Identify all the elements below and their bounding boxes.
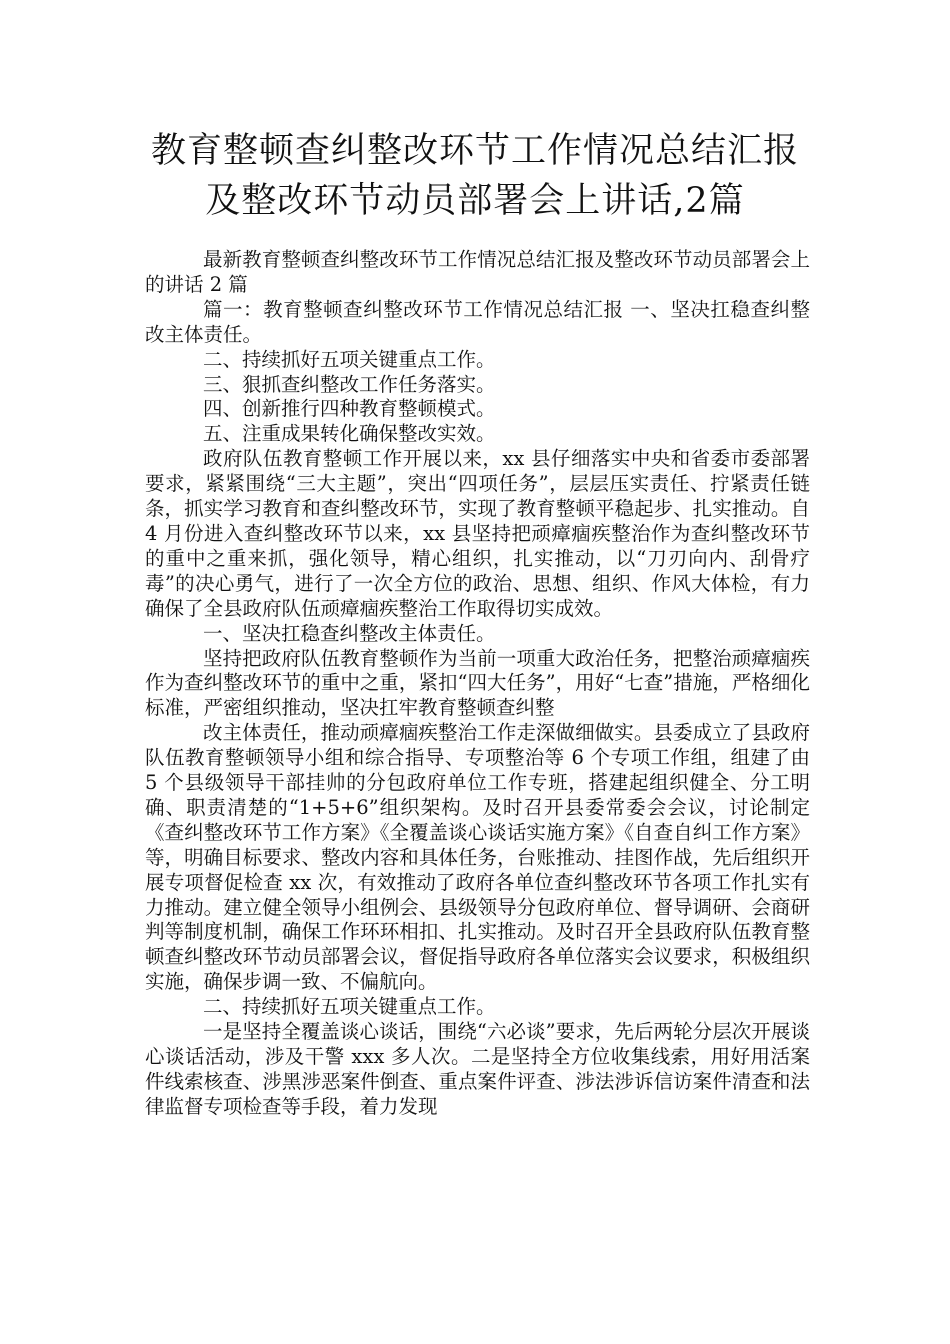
outline-item: 三、狠抓查纠整改工作任务落实。 [203, 372, 496, 396]
body-paragraph: 政府队伍教育整顿工作开展以来，xx 县仔细落实中央和省委市委部署要求，紧紧围绕“三大主题”，突出“四项任务”，层层压实责任、拧紧责任链条，抓实学习教育和查纠整改环节，实现了教育整顿平稳起步、扎实推动。自 4 月份进入查纠整改环节以来，xx 县坚持把顽瘴痼疾整治作为查纠整改环节的重中之重来抓，强化领导，精心组织，扎实推动，以“刀刃向内、刮骨疗毒”的决心勇气，进行了一次全方位的政治、思想、组织、作风大体检，有力确保了全县政府队伍顽瘴痼疾整治工作取得切实成效。 [145, 447, 810, 620]
outline-item: 二、持续抓好五项关键重点工作。 [203, 347, 496, 371]
body-paragraph: 坚持把政府队伍教育整顿作为当前一项重大政治任务，把整治顽瘴痼疾作为查纠整改环节的重中之重，紧扣“四大任务”，用好“七查”措施，严格细化标准，严密组织推动，坚决扛牢教育整顿查纠整 [145, 646, 810, 720]
body-paragraph: 改主体责任，推动顽瘴痼疾整治工作走深做细做实。县委成立了县政府队伍教育整顿领导小组和综合指导、专项整治等 6 个专项工作组，组建了由 5 个县级领导干部挂帅的分包政府单位工作专班，搭建起组织健全、分工明确、职责清楚的“1+5+6”组织架构。及时召开县委常委会会议，讨论制定《查纠整改环节工作方案》《全覆盖谈心谈话实施方案》《自查自纠工作方案》等，明确目标要求、整改内容和具体任务，台账推动、挂图作战，先后组织开展专项督促检查 xx 次，有效推动了政府各单位查纠整改环节各项工作扎实有力推动。建立健全领导小组例会、县级领导分包政府单位、督导调研、会商研判等制度机制，确保工作环环相扣、扎实推动。及时召开全县政府队伍教育整顿查纠整改环节动员部署会议，督促指导政府各单位落实会议要求，积极组织实施，确保步调一致、不偏航向。 [145, 721, 810, 994]
outline-item: 四、创新推行四种教育整顿模式。 [203, 397, 496, 421]
title-line-1: 教育整顿查纠整改环节工作情况总结汇报 [150, 131, 799, 171]
document-body [145, 248, 810, 1120]
body-paragraph: 一是坚持全覆盖谈心谈话，围绕“六必谈”要求，先后两轮分层次开展谈心谈话活动，涉及干警 xxx 多人次。二是坚持全方位收集线索，用好用活案件线索核查、涉黑涉恶案件倒查、重点案件评查、涉法涉诉信访案件清查和法律监督专项检查等手段，着力发现 [145, 1020, 810, 1118]
section-heading: 一、坚决扛稳查纠整改主体责任。 [203, 621, 496, 645]
outline-item: 五、注重成果转化确保整改实效。 [203, 422, 496, 446]
document-title [120, 126, 830, 226]
title-line-2: 及整改环节动员部署会上讲话,2篇 [205, 181, 745, 221]
intro-paragraph: 最新教育整顿查纠整改环节工作情况总结汇报及整改环节动员部署会上的讲话 2 篇 [145, 248, 810, 296]
part-one-heading: 篇一：教育整顿查纠整改环节工作情况总结汇报 一、坚决扛稳查纠整改主体责任。 [145, 297, 810, 346]
section-heading: 二、持续抓好五项关键重点工作。 [203, 995, 496, 1019]
